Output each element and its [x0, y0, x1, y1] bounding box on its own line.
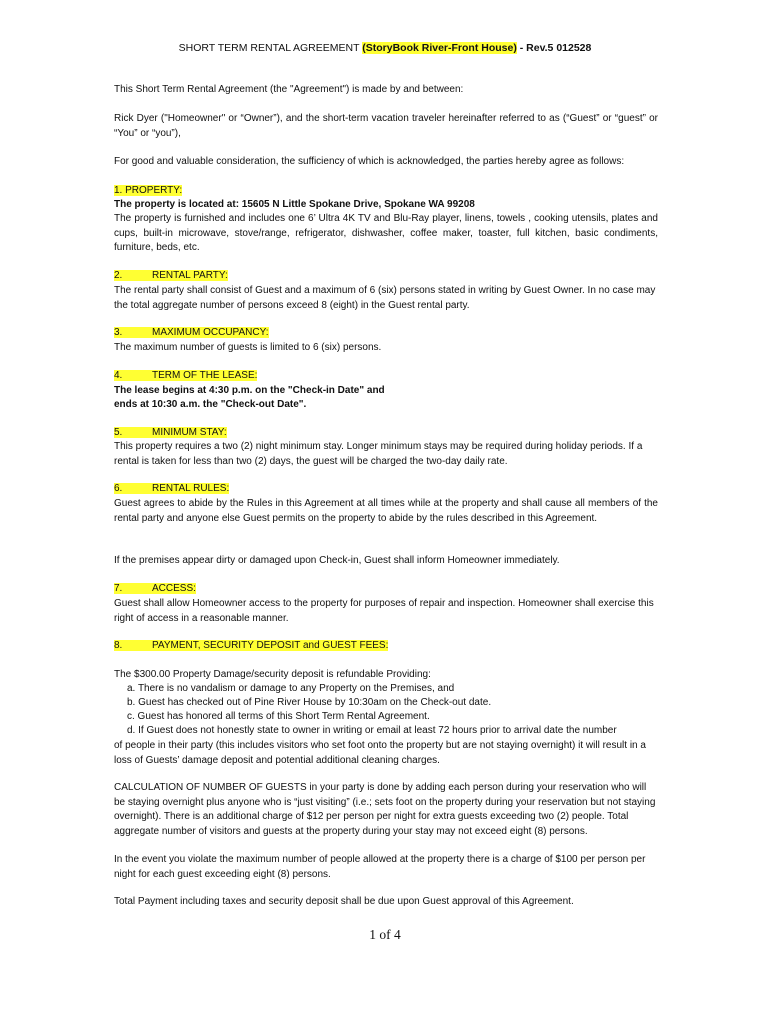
- document-header: [0, 41, 770, 56]
- section-4-heading: 4. TERM OF THE LEASE:: [114, 370, 258, 381]
- deposit-condition-a: a. There is no vandalism or damage to any Property on the Premises, and: [127, 683, 455, 694]
- intro-consideration: For good and valuable consideration, the sufficiency of which is acknowledged, the parties hereby agree as follows:: [114, 156, 625, 167]
- section-1-heading: 1. PROPERTY:: [114, 185, 183, 196]
- section-6-heading: 6. RENTAL RULES:: [114, 483, 230, 494]
- section-5-heading: 5. MINIMUM STAY:: [114, 427, 227, 438]
- deposit-condition-c: c. Guest has honored all terms of this Short Term Rental Agreement.: [127, 711, 430, 722]
- guest-violation-charge: In the event you violate the maximum number of people allowed at the property there is a charge of $100 per person per night for each guest exceeding eight (8) persons.: [114, 854, 646, 880]
- section-6-dirty-notice: If the premises appear dirty or damaged upon Check-in, Guest shall inform Homeowner immediately.: [114, 555, 560, 566]
- section-2-heading: 2. RENTAL PARTY:: [114, 270, 228, 281]
- deposit-intro: The $300.00 Property Damage/security deposit is refundable Providing:: [114, 669, 431, 680]
- deposit-condition-d-continued: of people in their party (this includes visitors who set foot onto the property but are not staying overnight) it will result in a loss of Guests’ damage deposit and potential additional cleaning charges.: [114, 740, 646, 766]
- section-4-line-2: ends at 10:30 a.m. the "Check-out Date".: [114, 399, 307, 410]
- deposit-condition-b: b. Guest has checked out of Pine River House by 10:30am on the Check-out date.: [127, 697, 492, 708]
- section-3-body: The maximum number of guests is limited to 6 (six) persons.: [114, 342, 382, 353]
- page-number: 1 of 4: [369, 927, 401, 942]
- deposit-condition-d: d. If Guest does not honestly state to owner in writing or email at least 72 hours prior to arrival date the number: [127, 725, 617, 736]
- intro-parties: Rick Dyer ("Homeowner" or “Owner”), and the short-term vacation traveler hereinafter referred to as (“Guest” or “guest” or “You” or “you”),: [114, 113, 658, 139]
- section-1-body: The property is furnished and includes one 6’ Ultra 4K TV and Blu-Ray player, linens, towels , cooking utensils, plates and cups, built-in microwave, stove/range, refrigerator, dishwasher, coffee maker, toaster, full kitchen, basic condiments, furniture, beds, etc.: [114, 213, 658, 253]
- section-1-location: The property is located at: 15605 N Little Spokane Drive, Spokane WA 99208: [114, 199, 475, 210]
- section-2-body: The rental party shall consist of Guest and a maximum of 6 (six) persons stated in writing by Guest Owner. In no case may the total aggregate number of persons exceed 8 (eight) in the Guest rental party.: [114, 285, 656, 311]
- section-6-body: Guest agrees to abide by the Rules in this Agreement at all times while at the property and shall cause all members of the rental party and anyone else Guest permits on the property to abide by the rules described in this Agreement.: [114, 498, 658, 524]
- header-revision: - Rev.5 012528: [516, 42, 592, 54]
- guest-calculation: CALCULATION OF NUMBER OF GUESTS in your party is done by adding each person during your reservation who will be staying overnight plus anyone who is “just visiting” (i.e.; sets foot on the property during your reservation but not staying overnight). There is an additional charge of $12 per person per night for extra guests exceeding two (2) people. Total aggregate number of visitors and guests at the property during your stay may not exceed eight (8) persons.: [114, 782, 656, 837]
- section-3-heading: 3. MAXIMUM OCCUPANCY:: [114, 327, 269, 338]
- total-payment: Total Payment including taxes and security deposit shall be due upon Guest approval of this Agreement.: [114, 896, 574, 907]
- intro-line: This Short Term Rental Agreement (the "Agreement") is made by and between:: [114, 84, 464, 95]
- section-5-body: This property requires a two (2) night minimum stay. Longer minimum stays may be required during holiday periods. If a rental is taken for less than two (2) days, the guest will be charged the two-day daily rate.: [114, 441, 643, 467]
- header-property-name: (StoryBook River-Front House): [362, 42, 517, 54]
- section-8-heading: 8. PAYMENT, SECURITY DEPOSIT and GUEST FEES:: [114, 640, 389, 651]
- section-7-heading: 7. ACCESS:: [114, 583, 196, 594]
- section-4-line-1: The lease begins at 4:30 p.m. on the "Check-in Date" and: [114, 385, 385, 396]
- section-7-body: Guest shall allow Homeowner access to the property for purposes of repair and inspection. Homeowner shall exercise this right of access in a reasonable manner.: [114, 598, 654, 624]
- header-title: SHORT TERM RENTAL AGREEMENT: [178, 42, 363, 54]
